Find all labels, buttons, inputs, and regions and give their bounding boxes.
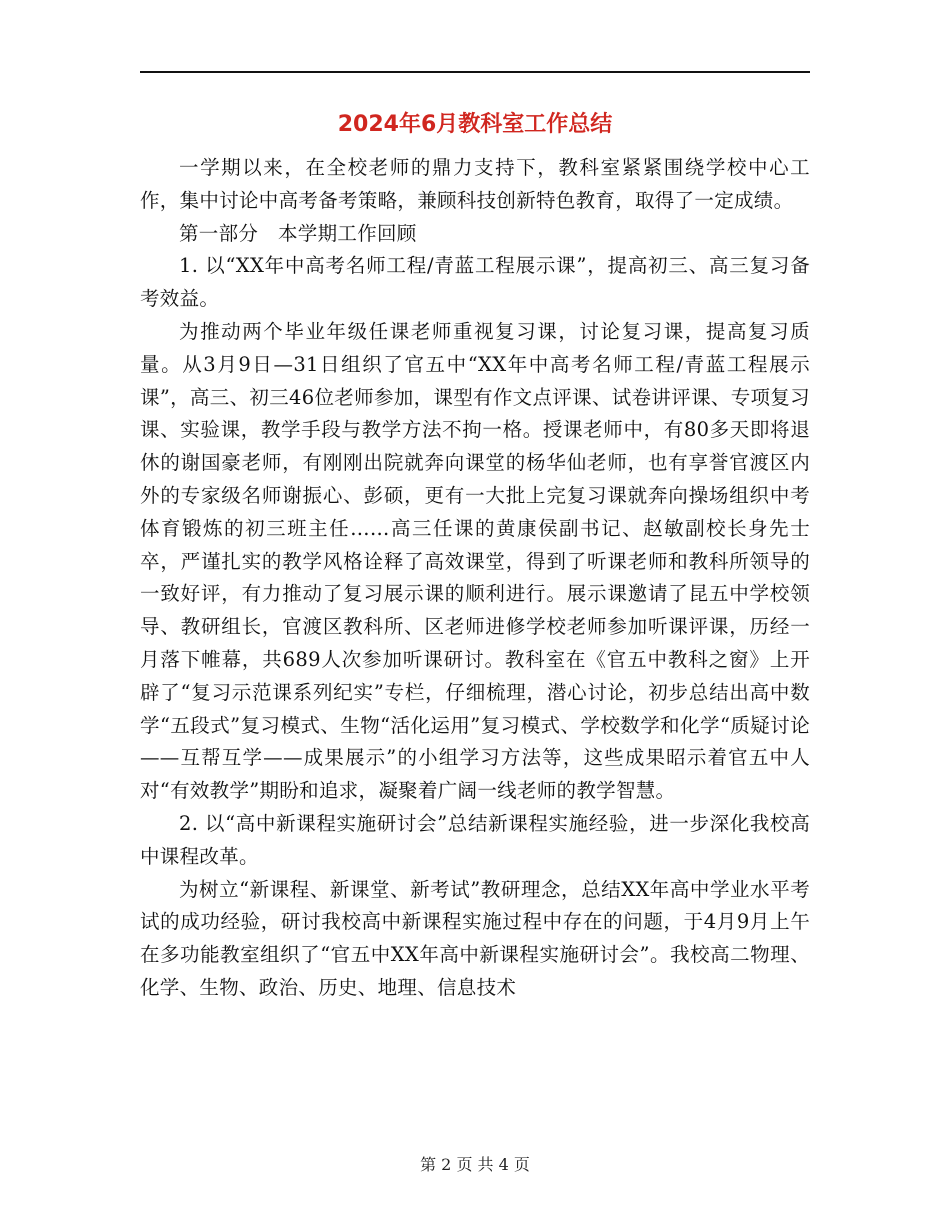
item-2-heading: 2. 以“高中新课程实施研讨会”总结新课程实施经验，进一步深化我校高中课程改革。 xyxy=(140,811,810,868)
page-footer: 第 2 页 共 4 页 xyxy=(420,1155,530,1174)
item-2-paragraph: 为树立“新课程、新课堂、新考试”教研理念，总结XX年高中学业水平考试的成功经验，研讨我校高中新课程实施过程中存在的问题，于4月9月上午在多功能教室组织了“官五中XX年高中新课程实施研讨会”。我校高二物理、化学、生物、政治、历史、地理、信息技术 xyxy=(140,877,810,999)
document-body xyxy=(140,152,810,1005)
document-title: 2024年6月教科室工作总结 xyxy=(337,112,613,137)
header-rule xyxy=(140,71,810,73)
item-1-heading: 1. 以“XX年中高考名师工程/青蓝工程展示课”，提高初三、高三复习备考效益。 xyxy=(140,254,810,311)
item-1-paragraph: 为推动两个毕业年级任课老师重视复习课，讨论复习课，提高复习质量。从3月9日—31日组织了官五中“XX年中高考名师工程/青蓝工程展示课”，高三、初三46位老师参加，课型有作文点评课、试卷讲评课、专项复习课、实验课，教学手段与教学方法不拘一格。授课老师中，有80多天即将退休的谢国豪老师，有刚刚出院就奔向课堂的杨华仙老师，也有享誉官渡区内外的专家级名师谢振心、彭硕，更有一大批上完复习课就奔向操场组织中考体育锻炼的初三班主任……高三任课的黄康侯副书记、赵敏副校长身先士卒，严谨扎实的教学风格诠释了高效课堂，得到了听课老师和教科所领导的一致好评，有力推动了复习展示课的顺利进行。展示课邀请了昆五中学校领导、教研组长，官渡区教科所、区老师进修学校老师参加听课评课，历经一月落下帷幕，共689人次参加听课研讨。教科室在《官五中教科之窗》上开辟了“复习示范课系列纪实”专栏，仔细梳理，潜心讨论，初步总结出高中数学“五段式”复习模式、生物“活化运用”复习模式、学校数学和化学“质疑讨论——互帮互学——成果展示”的小组学习方法等，这些成果昭示着官五中人对“有效教学”期盼和追求，凝聚着广阔一线老师的教学智慧。 xyxy=(140,319,810,803)
intro-paragraph: 一学期以来，在全校老师的鼎力支持下，教科室紧紧围绕学校中心工作，集中讨论中高考备考策略，兼顾科技创新特色教育，取得了一定成绩。 xyxy=(140,156,810,212)
section-heading: 第一部分 本学期工作回顾 xyxy=(179,221,417,245)
